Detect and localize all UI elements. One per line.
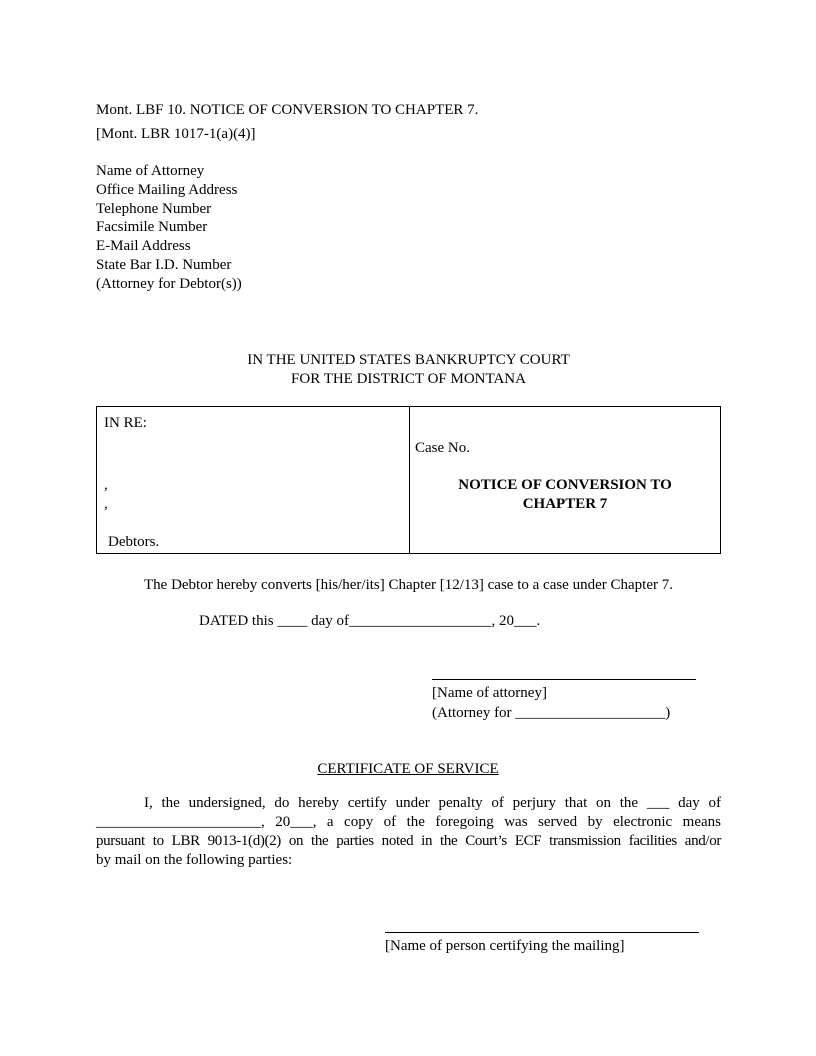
attorney-bar-id-line: State Bar I.D. Number — [96, 256, 232, 273]
certificate-text-line2: ______________________, 20___, a copy of the foregoing was served by electronic means — [96, 814, 721, 830]
court-name: IN THE UNITED STATES BANKRUPTCY COURT — [247, 352, 570, 368]
certificate-text-line3: pursuant to LBR 9013-1(d)(2) on the parties noted in the Court’s ECF transmission facilities and/or — [96, 833, 721, 849]
dated-line: DATED this ____ day of___________________, 20___. — [199, 613, 541, 629]
attorney-email-line: E-Mail Address — [96, 238, 191, 255]
attorney-address-line: Office Mailing Address — [96, 181, 238, 198]
caption-debtor-cell — [97, 407, 410, 553]
attorney-for-placeholder: (Attorney for ____________________) — [432, 705, 671, 721]
certifier-signature-line — [385, 932, 699, 933]
attorney-name-placeholder: [Name of attorney] — [432, 685, 547, 701]
in-re-label: IN RE: — [104, 415, 147, 431]
attorney-name-line: Name of Attorney — [96, 163, 205, 179]
certificate-text-line1: I, the undersigned, do hereby certify under penalty of perjury that on the ___ day of — [144, 795, 721, 811]
case-caption-table — [96, 406, 721, 554]
form-title: Mont. LBF 10. NOTICE OF CONVERSION TO CHAPTER 7. — [96, 102, 479, 118]
debtor-name-placeholder-1: , — [104, 477, 108, 493]
court-header — [96, 351, 721, 389]
attorney-telephone-line: Telephone Number — [96, 200, 212, 217]
court-district: FOR THE DISTRICT OF MONTANA — [291, 371, 526, 387]
debtors-label: Debtors. — [108, 534, 160, 550]
document-title-line2: CHAPTER 7 — [522, 496, 608, 512]
attorney-signature-line — [432, 679, 696, 680]
certificate-paragraph — [96, 794, 721, 870]
conversion-statement: The Debtor hereby converts [his/her/its] Chapter [12/13] case to a case under Chapter 7. — [144, 577, 673, 593]
debtor-name-placeholder-2: , — [104, 496, 108, 512]
attorney-facsimile-line: Facsimile Number — [96, 219, 208, 236]
document-title-line1: NOTICE OF CONVERSION TO — [458, 477, 672, 493]
certificate-text-line4: by mail on the following parties: — [96, 852, 293, 868]
caption-case-cell — [410, 407, 720, 553]
form-rule-reference: [Mont. LBR 1017-1(a)(4)] — [96, 126, 256, 142]
certificate-heading: CERTIFICATE OF SERVICE — [317, 761, 499, 777]
attorney-for-debtors-line: (Attorney for Debtor(s)) — [96, 275, 242, 292]
certifier-name-placeholder: [Name of person certifying the mailing] — [385, 938, 625, 954]
attorney-info-block — [96, 162, 242, 294]
case-number-label: Case No. — [415, 440, 470, 456]
